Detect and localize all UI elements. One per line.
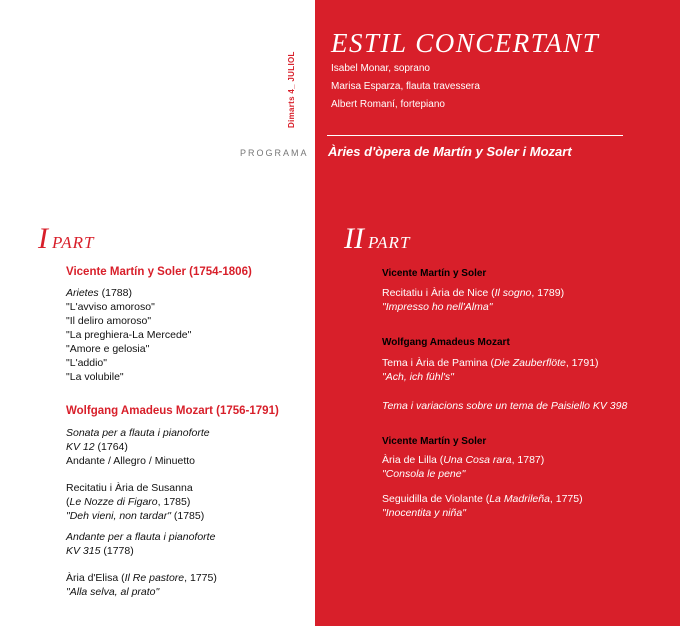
variations-entry: Tema i variacions sobre un tema de Paisiello KV 398 [382,400,628,412]
ariete-item: "Amore e gelosia" [66,343,150,355]
part-1-composer-2: Wolfgang Amadeus Mozart (1756-1791) [66,405,279,417]
part-2-composer-2: Wolfgang Amadeus Mozart [382,337,510,348]
ariete-item: "La volubile" [66,371,124,383]
concert-title: ESTIL CONCERTANT [331,28,600,58]
part-1-composer-1: Vicente Martín y Soler (1754-1806) [66,266,252,278]
part-2-word: PART [367,233,411,252]
part-1-numeral: I [38,222,48,255]
part-1-word: PART [52,233,95,252]
performer-2: Marisa Esparza, flauta travessera [331,81,480,92]
sonata-entry: Sonata per a flauta i pianoforte KV 12 (1764) Andante / Allegro / Minuetto [66,427,210,467]
elisa-entry: Ària d'Elisa (Il Re pastore, 1775) "Alla selva, al prato" [66,572,217,598]
part-2-composer-3: Vicente Martín y Soler [382,436,487,447]
performer-1: Isabel Monar, soprano [331,63,430,74]
andante-entry: Andante per a flauta i pianoforte KV 315 (1778) [66,531,216,557]
program-label: PROGRAMA [240,148,309,158]
susanna-entry: Recitatiu i Ària de Susanna (Le Nozze di Figaro, 1785) "Deh vieni, non tardar" (1785) [66,482,205,522]
divider-line [327,135,623,136]
ariete-item: "La preghiera-La Mercede" [66,329,192,341]
part-1-heading [38,222,94,256]
pamina-entry: Tema i Ària de Pamina (Die Zauberflöte, 1791) "Ach, ich fühl's" [382,357,599,383]
performer-3: Albert Romaní, fortepiano [331,99,445,110]
part-2-heading [344,222,410,256]
nice-entry: Recitatiu i Ària de Nice (Il sogno, 1789) "Impresso ho nell'Alma" [382,287,565,313]
ariete-item: "L'avviso amoroso" [66,301,155,313]
arietes-list [66,286,191,384]
arietes-heading: Arietes (1788) [66,287,132,299]
part-2-composer-1: Vicente Martín y Soler [382,268,487,279]
violante-entry: Seguidilla de Violante (La Madrileña, 1775) "Inocentita y niña" [382,493,583,519]
part-2-numeral: II [344,222,364,255]
lilla-entry: Ària de Lilla (Una Cosa rara, 1787) "Consola le pene" [382,454,545,480]
ariete-item: "Il deliro amoroso" [66,315,152,327]
concert-date: Dimarts 4_ JULIOL [287,51,296,128]
ariete-item: "L'addio" [66,357,107,369]
program-title: Àries d'òpera de Martín y Soler i Mozart [328,144,572,159]
